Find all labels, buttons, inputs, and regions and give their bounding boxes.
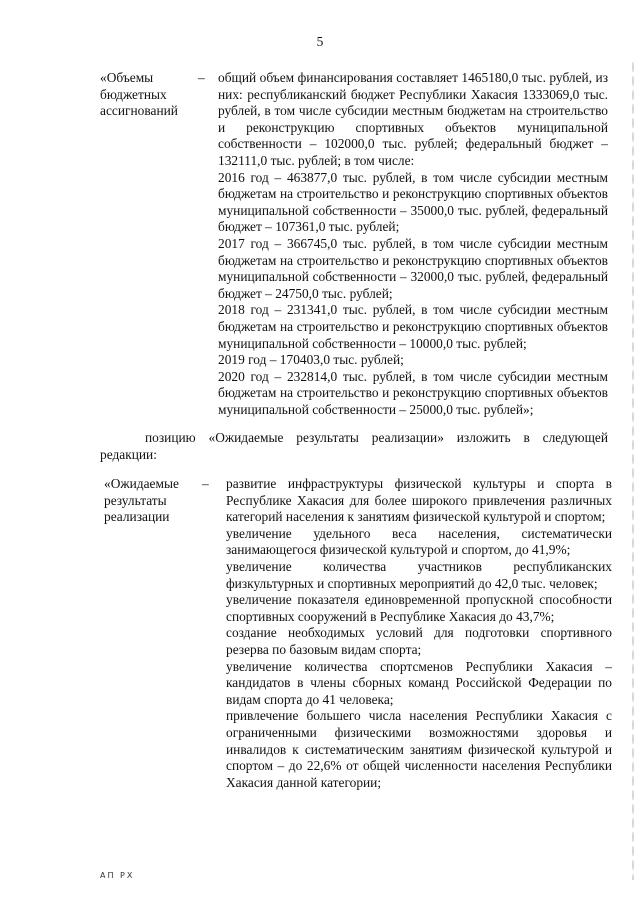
paragraph: 2017 год – 366745,0 тыс. рублей, в том числе субсидии местным бюджетам на строительство и реконструкцию спортивных объектов муниципальной собственности – 32000,0 тыс. рублей, федеральный бюджет – 24750,0 тыс. рублей; [218,235,608,301]
paragraph: привлечение большего числа населения Республики Хакасия с ограниченными физическими возможностями здоровья и инвалидов к систематическим занятиям физической культурой и спортом – до 22,6% от общей численности населения Республики Хакасия данной категории; [226,708,612,790]
scan-edge-dots [632,60,634,880]
paragraph: увеличение удельного веса населения, систематически занимающегося физической культурой и спортом, до 41,9%; [226,525,612,558]
expected-results-text [226,476,612,791]
paragraph: 2019 год – 170403,0 тыс. рублей; [218,352,404,368]
page-number: 5 [316,34,324,49]
paragraph: 2018 год – 231341,0 тыс. рублей, в том числе субсидии местным бюджетам на строительство и реконструкцию спортивных объектов муниципальной собственности – 10000,0 тыс. рублей; [218,302,608,351]
paragraph: увеличение количества участников республиканских физкультурных и спортивных мероприятий до 42,0 тыс. человек; [226,558,612,591]
paragraph: развитие инфраструктуры физической культуры и спорта в Республике Хакасия для более широкого привлечения различных категорий населения к занятиям физической культурой и спортом; [226,476,612,525]
footer-mark: АП РХ [100,871,135,880]
budget-allocations-label [100,70,198,418]
label-line: реализации [104,509,170,525]
label-line: бюджетных [100,86,167,102]
intro-paragraph-block [100,430,608,463]
paragraph: 2020 год – 232814,0 тыс. рублей, в том числе субсидии местным бюджетам на строительство и реконструкцию спортивных объектов муниципальной собственности – 25000,0 тыс. рублей»; [218,368,608,417]
paragraph: 2016 год – 463877,0 тыс. рублей, в том числе субсидии местным бюджетам на строительство и реконструкцию спортивных объектов муниципальной собственности – 35000,0 тыс. рублей, федеральный бюджет – 107361,0 тыс. рублей; [218,169,608,235]
budget-allocations-row [100,70,608,418]
paragraph: увеличение показателя единовременной пропускной способности спортивных сооружений в Республике Хакасия до 43,7%; [226,592,612,624]
label-line: «Объемы [100,70,154,85]
dash-separator: – [202,476,209,491]
paragraph: создание необходимых условий для подготовки спортивного резерва по базовым видам спорта; [226,625,612,657]
label-line: «Ожидаемые [104,476,179,491]
intro-paragraph: позицию «Ожидаемые результаты реализации» изложить в следующей редакции: [100,430,608,462]
budget-allocations-text [218,70,608,418]
expected-results-label [104,476,202,791]
label-line: ассигнований [100,103,178,119]
label-line: результаты [104,492,167,508]
expected-results-row [104,476,612,791]
paragraph: увеличение количества спортсменов Республики Хакасия – кандидатов в члены сборных команд Российской Федерации по видам спорта до 41 человека; [226,658,612,707]
dash-separator: – [198,70,205,85]
paragraph: общий объем финансирования составляет 1465180,0 тыс. рублей, из них: республиканский бюджет Республики Хакасия 1333069,0 тыс. рублей, в том числе субсидии местным бюджетам на строительство и реконструкцию спортивных объектов муниципальной собственности – 102000,0 тыс. рублей; федеральный бюджет – 132111,0 тыс. рублей; в том числе: [218,70,608,168]
